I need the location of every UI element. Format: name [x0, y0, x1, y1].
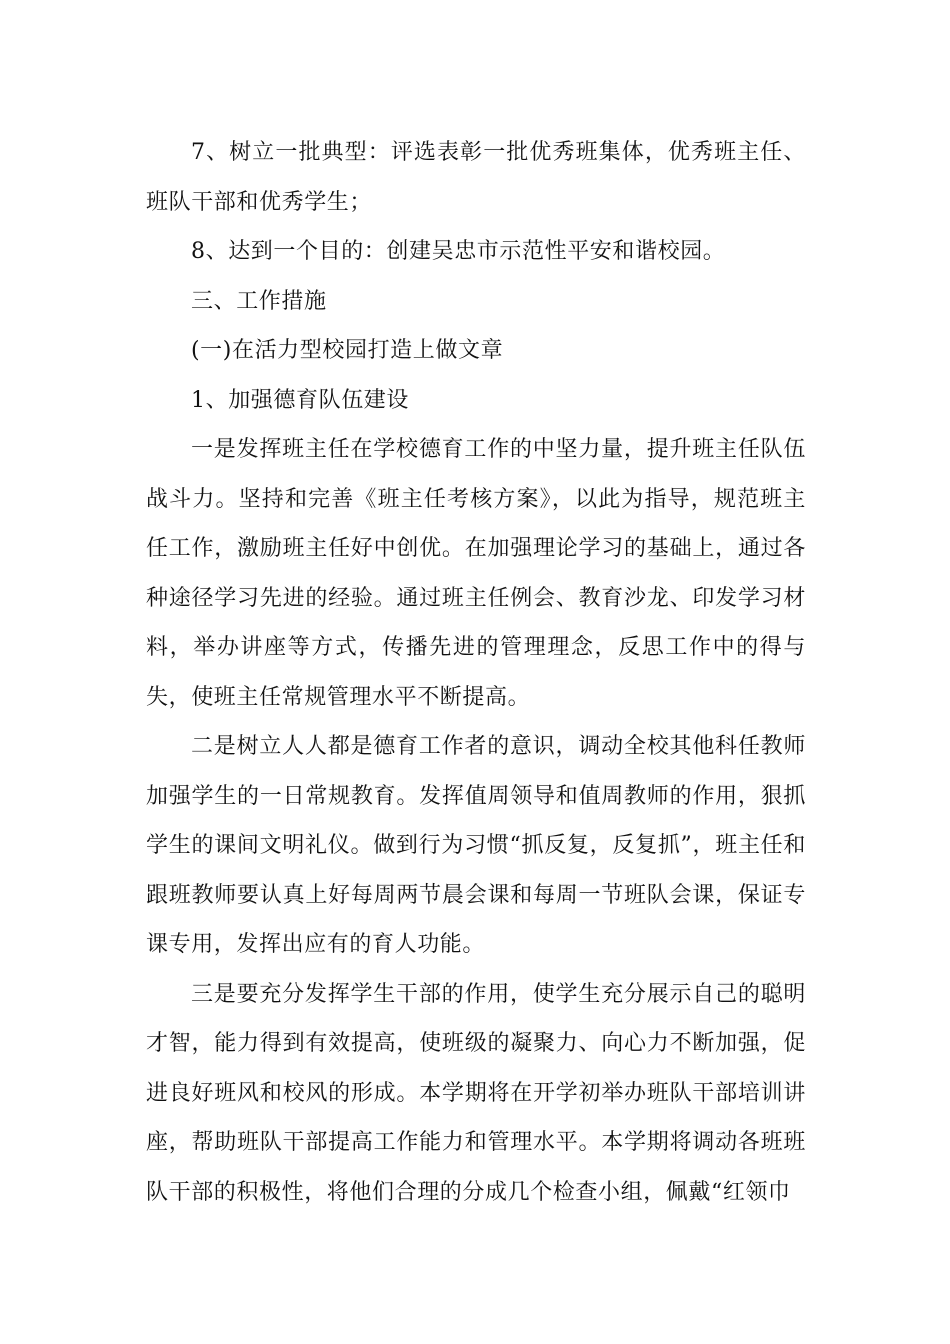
- sub-item-heading-1: 1、加强德育队伍建设: [191, 387, 409, 413]
- paragraph-second: 二是树立人人都是德育工作者的意识，调动全校其他科任教师加强学生的一日常规教育。发挥值周领导和值周教师的作用，狠抓学生的课间文明礼仪。做到行为习惯“抓反复，反复抓”，班主任和跟班教师要认真上好每周两节晨会课和每周一节班队会课，保证专课专用，发挥出应有的育人功能。: [146, 734, 806, 957]
- document-body: [146, 128, 806, 1217]
- paragraph-third: 三是要充分发挥学生干部的作用，使学生充分展示自己的聪明才智，能力得到有效提高，使班级的凝聚力、向心力不断加强，促进良好班风和校风的形成。本学期将在开学初举办班队干部培训讲座，帮助班队干部提高工作能力和管理水平。本学期将调动各班班队干部的积极性，将他们合理的分成几个检查小组，佩戴“红领巾: [146, 981, 806, 1205]
- section-heading-measures: 三、工作措施: [191, 288, 327, 314]
- subsection-heading-1: (一)在活力型校园打造上做文章: [191, 338, 504, 363]
- paragraph-first: 一是发挥班主任在学校德育工作的中坚力量，提升班主任队伍战斗力。坚持和完善《班主任考核方案》，以此为指导，规范班主任工作，激励班主任好中创优。在加强理论学习的基础上，通过各种途径学习先进的经验。通过班主任例会、教育沙龙、印发学习材料，举办讲座等方式，传播先进的管理理念，反思工作中的得与失，使班主任常规管理水平不断提高。: [146, 437, 806, 710]
- paragraph-item-7: 7、树立一批典型：评选表彰一批优秀班集体，优秀班主任、班队干部和优秀学生；: [146, 140, 806, 215]
- paragraph-item-8: 8、达到一个目的：创建吴忠市示范性平安和谐校园。: [191, 239, 726, 264]
